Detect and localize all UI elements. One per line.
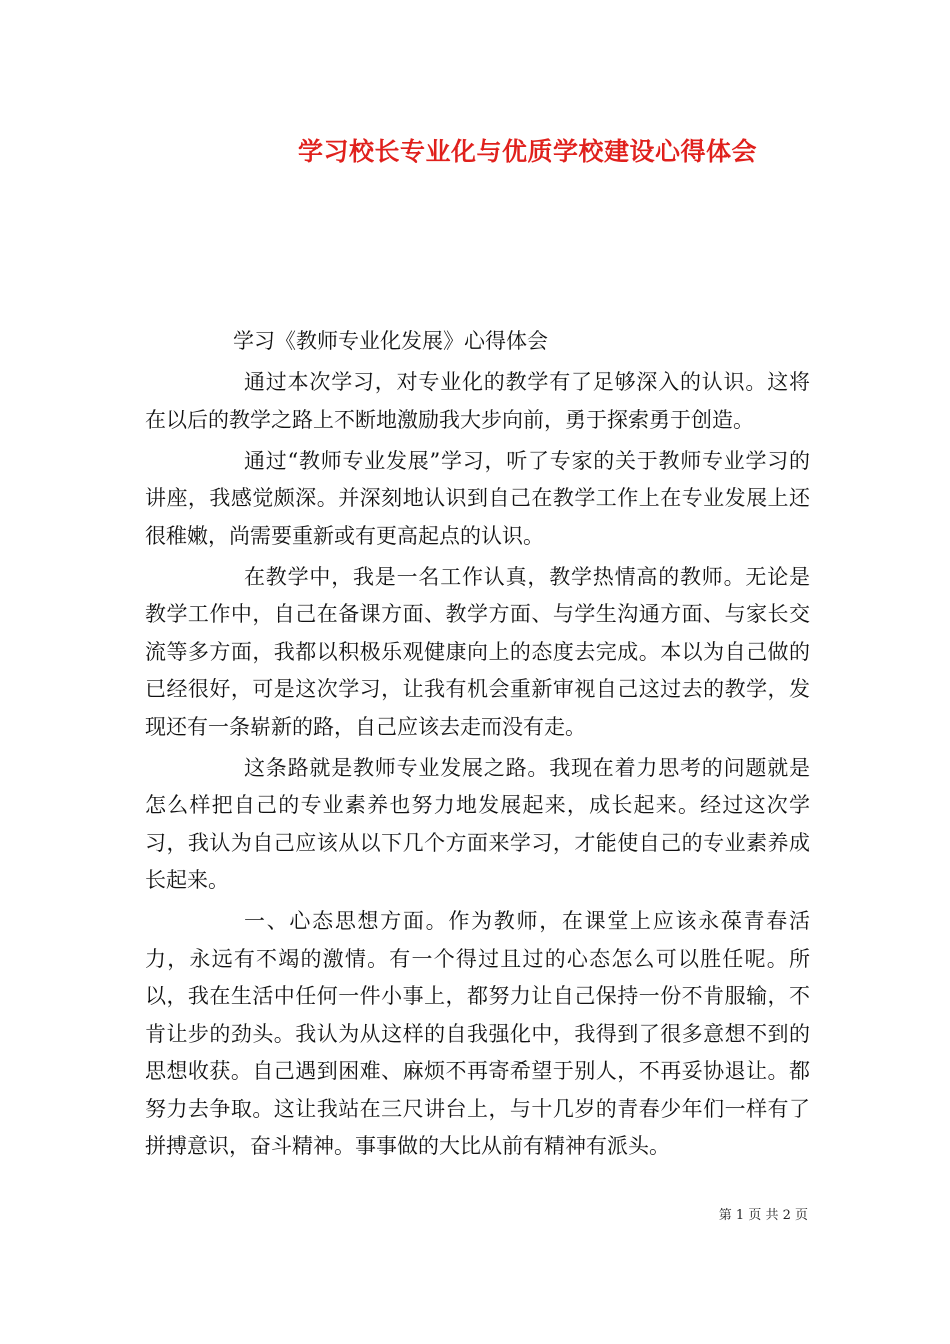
paragraph: 一、心态思想方面。作为教师，在课堂上应该永葆青春活力，永远有不竭的激情。有一个得过且过的心态怎么可以胜任呢。所以，我在生活中任何一件小事上，都努力让自己保持一份不肯服输，不肯让步的劲头。我认为从这样的自我强化中，我得到了很多意想不到的思想收获。自己遇到困难、麻烦不再寄希望于别人，不再妥协退让。都努力去争取。这让我站在三尺讲台上，与十几岁的青春少年们一样有了拼搏意识，奋斗精神。事事做的大比从前有精神有派头。	[145, 909, 810, 1158]
document-subtitle: 学习《教师专业化发展》心得体会	[233, 329, 548, 353]
paragraph: 在教学中，我是一名工作认真，教学热情高的教师。无论是教学工作中，自己在备课方面、教学方面、与学生沟通方面、与家长交流等多方面，我都以积极乐观健康向上的态度去完成。本以为自己做的已经很好，可是这次学习，让我有机会重新审视自己这过去的教学，发现还有一条崭新的路，自己应该去走而没有走。	[145, 564, 810, 739]
document-body	[145, 364, 810, 1169]
paragraph: 通过本次学习，对专业化的教学有了足够深入的认识。这将在以后的教学之路上不断地激励我大步向前，勇于探索勇于创造。	[145, 370, 810, 432]
paragraph: 通过“教师专业发展”学习，听了专家的关于教师专业学习的讲座，我感觉颇深。并深刻地认识到自己在教学工作上在专业发展上还很稚嫩，尚需要重新或有更高起点的认识。	[145, 448, 810, 548]
document-title: 学习校长专业化与优质学校建设心得体会	[297, 137, 757, 166]
page-number-footer: 第 1 页 共 2 页	[718, 1208, 808, 1223]
paragraph: 这条路就是教师专业发展之路。我现在着力思考的问题就是怎么样把自己的专业素养也努力地发展起来，成长起来。经过这次学习，我认为自己应该从以下几个方面来学习，才能使自己的专业素养成长起来。	[145, 755, 810, 892]
